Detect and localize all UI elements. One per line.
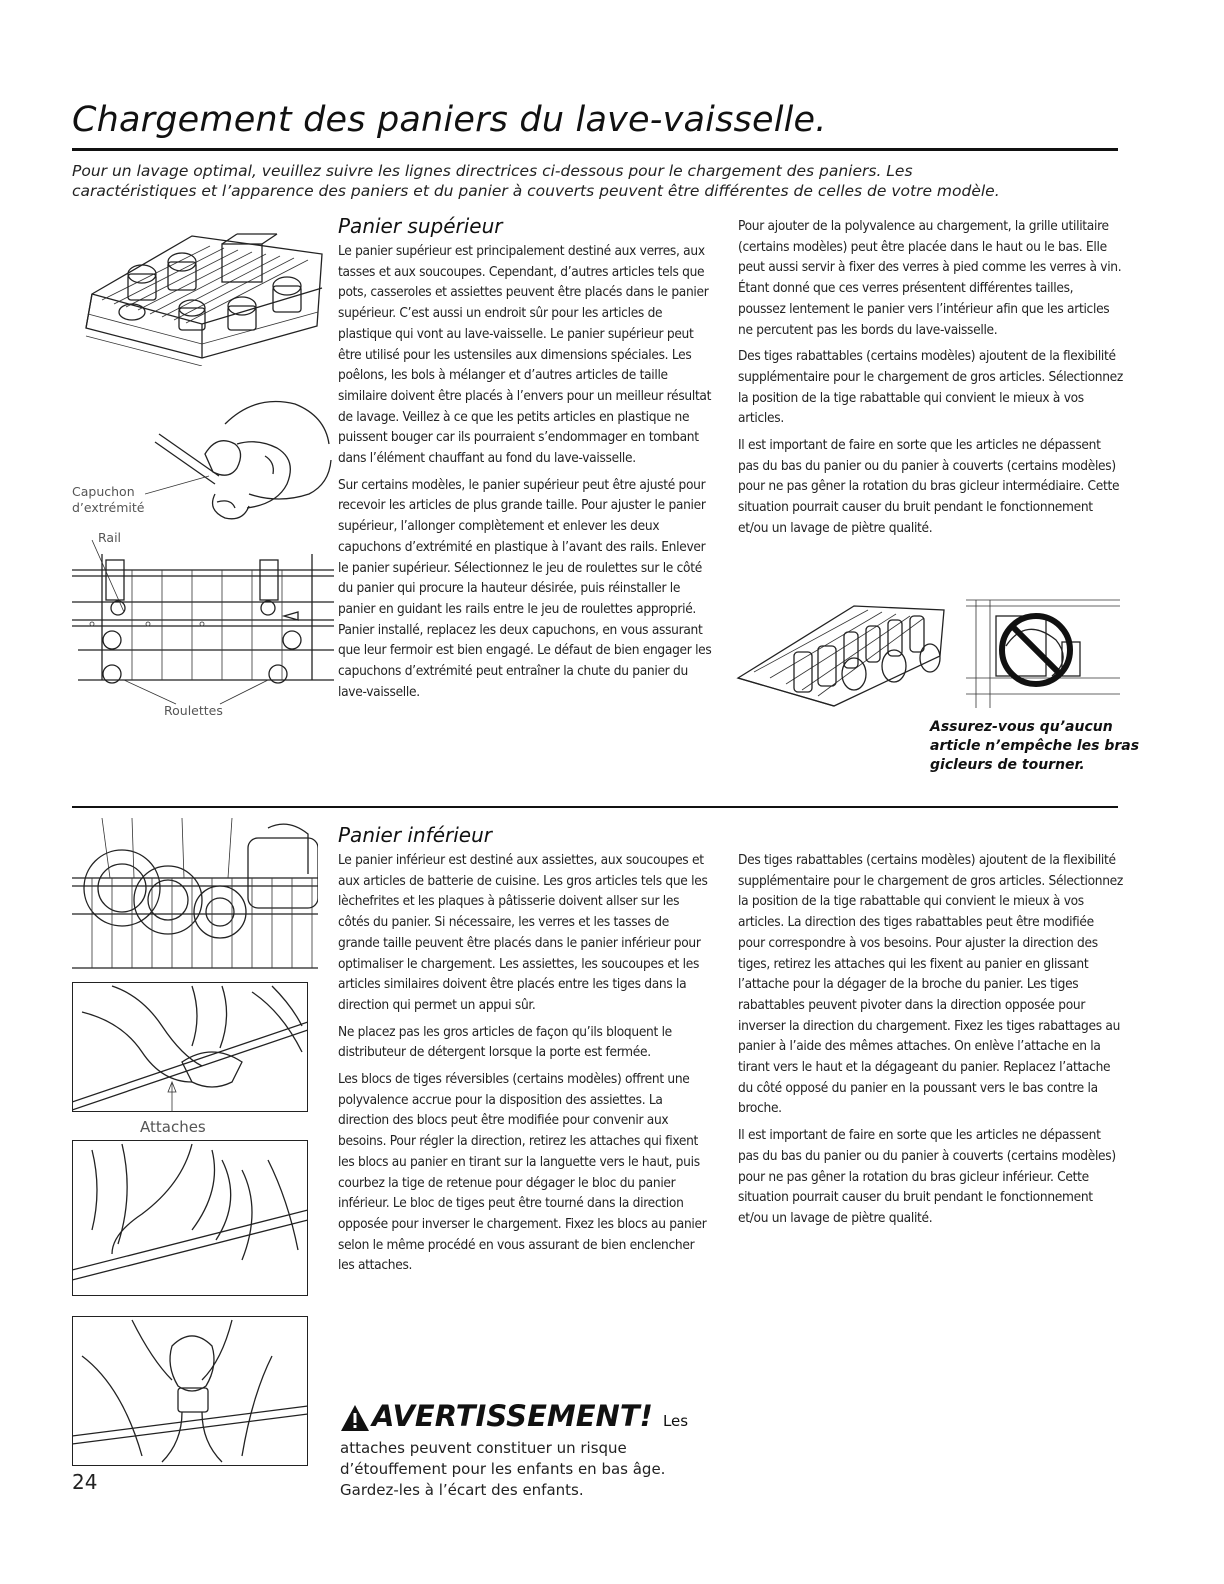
tine-clip-illustration <box>72 1316 308 1466</box>
blocked-spray-arm-illustration <box>966 596 1120 708</box>
warning-body <box>340 1438 665 1501</box>
upper-paragraph-1: Le panier supérieur est principalement destiné aux verres, aux tasses et aux soucoupes. Cependant, d’autres articles tels que pots, casseroles et assiettes peuvent être placés dans le panier supérieur. C’est aussi un endroit sûr pour les articles de plastique qui vont au lave-vaisselle. Le panier supérieur peut être utilisé pour les ustensiles aux dimensions spéciales. Les poêlons, les bols à mélanger et d’autres articles de taille similaire doivent être placés à l’envers pour un meilleur résultat de lavage. Veillez à ce que les petits articles en plastique ne puissent bouger car ils pourraient s’endommager en tombant dans l’élément chauffant au fond du lave-vaisselle. <box>338 243 712 467</box>
lower-rack-text-right <box>738 850 1123 1235</box>
lower-paragraph-3: Les blocs de tiges réversibles (certains modèles) offrent une polyvalence accrue pour la disposition des assiettes. La direction des blocs peut être modifiée pour convenir aux besoins. Pour régler la direction, retirez les attaches qui fixent les blocs au panier en tirant sur la languette vers le haut, puis courbez la tige de retenue pour dégager le bloc du panier inférieur. Le bloc de tiges peut être tourné dans la direction opposée pour inverser le chargement. Fixez les blocs au panier selon le même procédé en vous assurant de bien enclencher les attaches. <box>338 1071 707 1274</box>
spray-arm-illustration <box>734 596 946 708</box>
end-cap-illustration <box>145 384 335 530</box>
upper-rack-text-right <box>738 216 1123 545</box>
lower-right-paragraph-2: Il est important de faire en sorte que les articles ne dépassent pas du bas du panier ou du panier à couverts (certains modèles) pour ne pas gêner la rotation du bras gicleur inférieur. Cette situation pourrait causer du bruit pendant le fonctionnement et/ou un lavage de piètre qualité. <box>738 1127 1116 1226</box>
upper-right-paragraph-3: Il est important de faire en sorte que les articles ne dépassent pas du bas du panier ou du panier à couverts (certains modèles) pour ne pas gêner la rotation du bras gicleur intermédiaire. Cette situation pourrait causer du bruit pendant le fonctionnement et/ou un lavage de piètre qualité. <box>738 437 1120 536</box>
upper-rack-illustration <box>72 216 334 366</box>
page-number: 24 <box>72 1470 98 1494</box>
caption-line-2: article n’empêche les bras <box>930 738 1140 754</box>
upper-right-paragraph-2: Des tiges rabattables (certains modèles) ajoutent de la flexibilité supplémentaire pour le chargement de gros articles. Sélectionnez la position de la tige rabattable qui convient le mieux à vos articles. <box>738 348 1123 427</box>
label-roulettes: Roulettes <box>164 703 223 718</box>
tine-release-illustration <box>72 1140 308 1296</box>
warning-line-2: d’étouffement pour les enfants en bas âge. <box>340 1460 666 1478</box>
rail-rollers-illustration <box>72 540 334 708</box>
spray-arm-caption <box>930 718 1139 775</box>
warning-triangle-icon <box>340 1404 370 1432</box>
caption-line-1: Assurez-vous qu’aucun <box>930 719 1113 735</box>
upper-paragraph-2: Sur certains modèles, le panier supérieur peut être ajusté pour recevoir les articles de plus grande taille. Pour ajuster le panier supérieur, l’allonger complètement et enlever les deux capuchons d’extrémité en plastique à l’avant des rails. Enlever le panier supérieur. Sélectionnez le jeu de roulettes sur le côté du panier qui procure la hauteur désirée, puis réinstaller le panier en guidant les rails entre le jeu de roulettes approprié. Panier installé, replacez les deux capuchons, en vous assurant que leur fermoir est bien engagé. Le défaut de bien engager les capuchons d’extrémité peut entraîner la chute du panier du lave-vaisselle. <box>338 476 712 700</box>
attach-clip-illustration <box>72 982 308 1112</box>
lower-rack-illustration <box>72 818 318 978</box>
warning-lead: Les <box>662 1412 689 1430</box>
label-capuchon-line-2: d’extrémité <box>72 500 145 515</box>
lower-paragraph-2: Ne placez pas les gros articles de façon qu’ils bloquent le distributeur de détergent lorsque la porte est fermée. <box>338 1023 672 1061</box>
lower-paragraph-1: Le panier inférieur est destiné aux assiettes, aux soucoupes et aux articles de batterie de cuisine. Les gros articles tels que les lèchefrites et les plaques à pâtisserie doivent allser sur les côtés du panier. Si nécessaire, les verres et les tasses de grande taille peuvent être placés dans le panier inférieur pour optimaliser le chargement. Les assiettes, les soucoupes et les articles similaires doivent être placés entre les tiges dans la direction qui permet un appui sûr. <box>338 852 708 1013</box>
warning-line-3: Gardez-les à l’écart des enfants. <box>340 1481 584 1499</box>
intro-line-2: caractéristiques et l’apparence des paniers et du panier à couverts peuvent être différentes de celles de votre modèle. <box>72 182 1000 200</box>
upper-rack-text <box>338 241 713 708</box>
page-title: Chargement des paniers du lave-vaisselle. <box>72 100 827 140</box>
intro-line-1: Pour un lavage optimal, veuillez suivre les lignes directrices ci-dessous pour le chargement des paniers. Les <box>72 162 913 180</box>
warning-title <box>372 1399 688 1433</box>
section-rule <box>72 806 1118 808</box>
intro <box>72 161 1118 201</box>
upper-right-paragraph-1: Pour ajouter de la polyvalence au chargement, la grille utilitaire (certains modèles) peut être placée dans le haut ou le bas. Elle peut aussi servir à fixer des verres à pied comme les verres à vin. Étant donné que ces verres présentent différentes tailles, poussez lentement le panier vers l’intérieur afin que les articles ne percutent pas les bords du lave-vaisselle. <box>738 218 1122 338</box>
label-attaches: Attaches <box>140 1118 206 1136</box>
label-rail: Rail <box>98 530 122 545</box>
lower-rack-text <box>338 850 714 1282</box>
label-capuchon-line-1: Capuchon <box>72 484 135 499</box>
warning-heading: AVERTISSEMENT! <box>372 1399 653 1433</box>
warning-line-1: attaches peuvent constituer un risque <box>340 1439 627 1457</box>
lower-right-paragraph-1: Des tiges rabattables (certains modèles) ajoutent de la flexibilité supplémentaire pour le chargement de gros articles. Sélectionnez la position de la tige rabattable qui convient le mieux à vos articles. La direction des tiges rabattables peut être modifiée pour correspondre à vos besoins. Pour ajuster la direction des tiges, retirez les attaches qui les fixent au panier en glissant l’attache pour la dégager de la broche du panier. Les tiges rabattables peuvent pivoter dans la direction opposée pour inverser la direction du chargement. Fixez les tiges rabattages au panier à l’aide des mêmes attaches. On enlève l’attache en la tirant vers le haut et la dégageant du panier. Replacez l’attache du côté opposé du panier en la poussant vers le bas contre la broche. <box>738 852 1123 1117</box>
caption-line-3: gicleurs de tourner. <box>930 757 1085 773</box>
heading-upper-rack: Panier supérieur <box>338 214 503 238</box>
title-rule <box>72 148 1118 151</box>
heading-lower-rack: Panier inférieur <box>338 823 492 847</box>
